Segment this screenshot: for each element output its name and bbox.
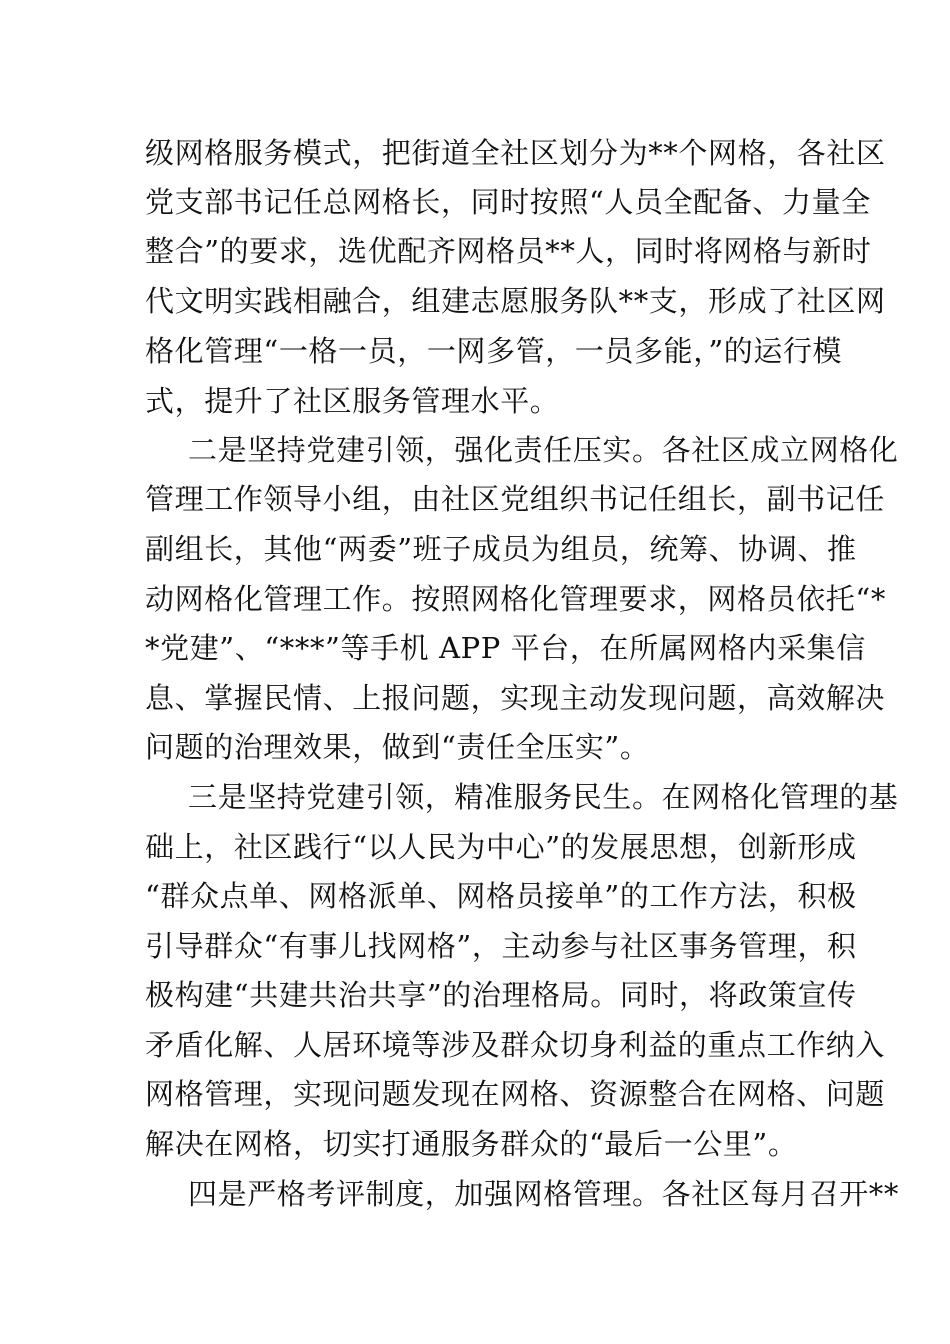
text-line: 网格管理，实现问题发现在网格、资源整合在网格、问题 [145,1077,886,1111]
text-line: “群众点单、网格派单、网格员接单”的工作方法，积极 [145,879,857,913]
text-line: 管理工作领导小组，由社区党组织书记任组长，副书记任 [145,482,886,516]
paragraph-4-first-line: 四是严格考评制度，加强网格管理。各社区每月召开** [188,1177,900,1211]
text-line: 矛盾化解、人居环境等涉及群众切身利益的重点工作纳入 [145,1028,886,1062]
text-line: 整合”的要求，选优配齐网格员**人，同时将网格与新时 [145,234,872,268]
text-line: 解决在网格，切实打通服务群众的“最后一公里”。 [145,1127,798,1161]
text-line: 引导群众“有事儿找网格”，主动参与社区事务管理，积 [145,929,857,963]
text-line: *党建”、“***”等手机 APP 平台，在所属网格内采集信 [145,631,866,665]
text-line: 础上，社区践行“以人民为中心”的发展思想，创新形成 [145,830,857,864]
text-line: 副组长，其他“两委”班子成员为组员，统筹、协调、推 [145,532,857,566]
text-line: 代文明实践相融合，组建志愿服务队**支，形成了社区网 [145,284,886,318]
text-line: 动网格化管理工作。按照网格化管理要求，网格员依托“* [145,582,886,616]
text-line: 级网格服务模式，把街道全社区划分为**个网格，各社区 [145,136,886,170]
paragraph-2-first-line: 二是坚持党建引领，强化责任压实。各社区成立网格化 [188,433,899,467]
text-line: 息、掌握民情、上报问题，实现主动发现问题，高效解决 [145,681,886,715]
text-line: 极构建“共建共治共享”的治理格局。同时，将政策宣传 [145,978,857,1012]
text-line: 式，提升了社区服务管理水平。 [145,384,560,418]
text-line: 格化管理“一格一员，一网多管，一员多能，”的运行模 [145,334,843,368]
text-line: 问题的治理效果，做到“责任全压实”。 [145,730,650,764]
text-line: 党支部书记任总网格长，同时按照“人员全配备、力量全 [145,185,871,219]
paragraph-3-first-line: 三是坚持党建引领，精准服务民生。在网格化管理的基 [188,780,899,814]
